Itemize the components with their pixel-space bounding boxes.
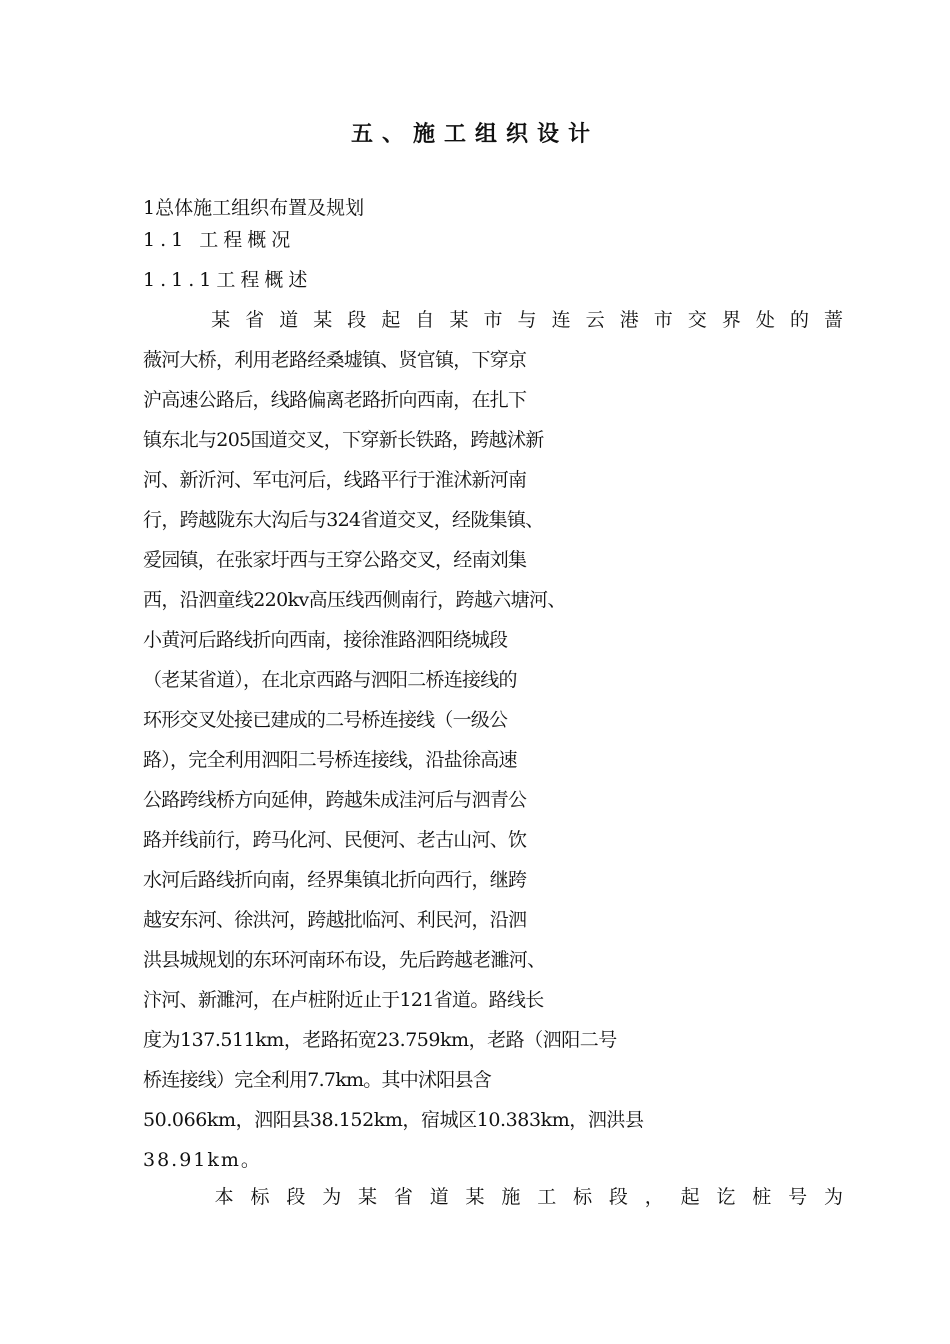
paragraph-line: 某省道某段起自某市与连云港市交界处的蔷 — [143, 309, 859, 331]
paragraph-line: 50.066km，泗阳县38.152km，宿城区10.383km，泗洪县 — [143, 1109, 644, 1131]
subsubsection-heading: 1.1.1工程概述 — [143, 269, 313, 291]
paragraph-line: 行，跨越陇东大沟后与324省道交叉，经陇集镇、 — [143, 509, 544, 531]
paragraph-line: 本标段为某省道某施工标段，起讫桩号为 — [143, 1186, 860, 1208]
subsection-heading: 1.1 工程概况 — [143, 229, 296, 251]
paragraph-line: 路并线前行，跨马化河、民便河、老古山河、饮 — [143, 829, 527, 851]
paragraph-line: 西，沿泗童线220kv高压线西侧南行，跨越六塘河、 — [143, 589, 566, 611]
paragraph-line: 薇河大桥，利用老路经桑墟镇、贤官镇，下穿京 — [143, 349, 527, 371]
section-scope-paragraph — [143, 1177, 860, 1217]
paragraph-line: 越安东河、徐洪河，跨越批临河、利民河，沿泗 — [143, 909, 527, 931]
paragraph-line: 镇东北与205国道交叉，下穿新长铁路，跨越沭新 — [143, 429, 544, 451]
paragraph-line: 汴河、新濉河，在卢桩附近止于121省道。路线长 — [143, 989, 544, 1011]
paragraph-line: 小黄河后路线折向西南，接徐淮路泗阳绕城段 — [143, 629, 508, 651]
document-title: 五、施工组织设计 — [350, 121, 599, 147]
section-heading: 1总体施工组织布置及规划 — [143, 197, 365, 219]
paragraph-line: 水河后路线折向南，经界集镇北折向西行，继跨 — [143, 869, 527, 891]
paragraph-line: 洪县城规划的东环河南环布设，先后跨越老濉河、 — [143, 949, 546, 971]
paragraph-line: 沪高速公路后，线路偏离老路折向西南，在扎下 — [143, 389, 527, 411]
paragraph-line: （老某省道），在北京西路与泗阳二桥连接线的 — [143, 669, 517, 691]
paragraph-line: 河、新沂河、军屯河后，线路平行于淮沭新河南 — [143, 469, 527, 491]
paragraph-line: 环形交叉处接已建成的二号桥连接线（一级公 — [143, 709, 508, 731]
paragraph-line: 桥连接线）完全利用7.7km。其中沭阳县含 — [143, 1069, 491, 1091]
paragraph-line: 路），完全利用泗阳二号桥连接线，沿盐徐高速 — [143, 749, 517, 771]
paragraph-line: 38.91km。 — [143, 1149, 262, 1171]
paragraph-line: 度为137.511km，老路拓宽23.759km，老路（泗阳二号 — [143, 1029, 617, 1051]
paragraph-line: 爱园镇，在张家圩西与王穿公路交叉，经南刘集 — [143, 549, 527, 571]
paragraph-line: 公路跨线桥方向延伸，跨越朱成洼河后与泗青公 — [143, 789, 527, 811]
overview-paragraph — [143, 300, 858, 1180]
